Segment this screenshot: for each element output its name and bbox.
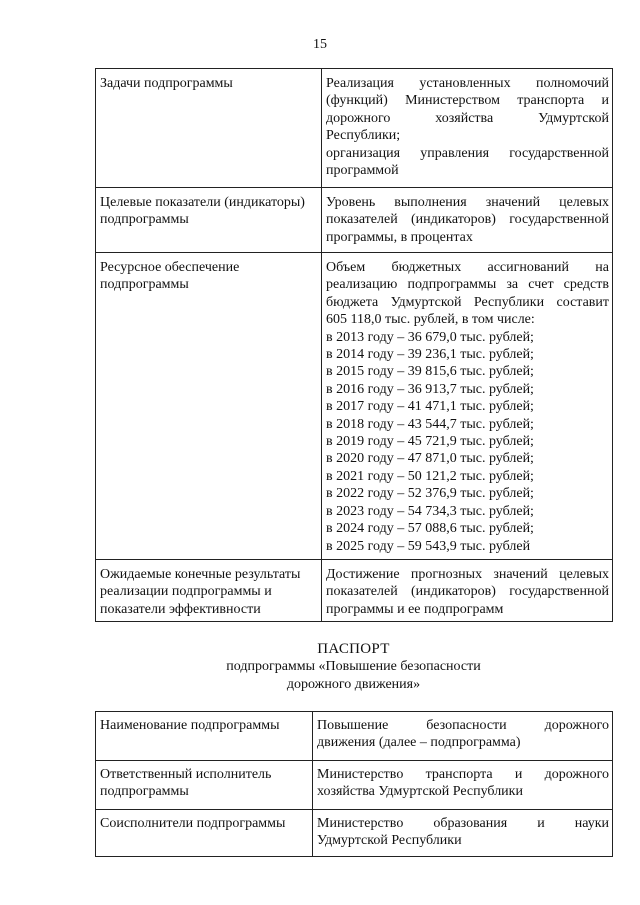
subprogram-passport-table-continued xyxy=(95,68,613,622)
row-label xyxy=(96,712,313,761)
funding-year-line: в 2017 году – 41 471,1 тыс. рублей; xyxy=(326,399,534,415)
funding-year-line: в 2014 году – 39 236,1 тыс. рублей; xyxy=(326,347,534,363)
text-line: Достижение прогнозных значений целевых xyxy=(326,567,609,582)
text-line: программы и ее подпрограмм xyxy=(326,601,504,617)
text-line: дорожного хозяйства Удмуртской xyxy=(326,110,609,126)
row-value xyxy=(313,810,613,857)
row-value xyxy=(322,253,613,560)
funding-year-line: в 2020 году – 47 871,0 тыс. рублей; xyxy=(326,451,534,467)
text-line: показателей (индикаторов) государственной xyxy=(326,212,609,228)
text-line: Удмуртской Республики xyxy=(317,833,462,849)
text-line: Министерство транспорта и дорожного xyxy=(317,767,609,782)
text-line: реализации подпрограммы и xyxy=(100,584,272,600)
table-row xyxy=(96,810,613,857)
text-line: подпрограммы xyxy=(100,277,189,293)
text-line: хозяйства Удмуртской Республики xyxy=(317,784,523,800)
row-value xyxy=(322,188,613,253)
table-row xyxy=(96,188,613,253)
text-line: показателей (индикаторов) государственной xyxy=(326,584,609,600)
passport-title: ПАСПОРТ xyxy=(317,641,390,657)
text-line: программой xyxy=(326,163,399,179)
page-number: 15 xyxy=(313,37,327,52)
text-line: Министерство образования и науки xyxy=(317,816,609,831)
table-row xyxy=(96,69,613,188)
road-safety-passport-table xyxy=(95,711,613,857)
row-label xyxy=(96,253,322,560)
funding-year-line: в 2023 году – 54 734,3 тыс. рублей; xyxy=(326,503,534,519)
funding-year-line: в 2025 году – 59 543,9 тыс. рублей xyxy=(326,538,531,554)
text-line: Целевые показатели (индикаторы) xyxy=(100,195,305,210)
text-line: программы, в процентах xyxy=(326,229,473,245)
text-line: подпрограммы xyxy=(100,784,189,800)
passport-subtitle-line: подпрограммы «Повышение безопасности xyxy=(226,659,481,674)
row-label xyxy=(96,810,313,857)
row-label xyxy=(96,761,313,810)
row-value xyxy=(313,712,613,761)
row-value xyxy=(313,761,613,810)
table-row xyxy=(96,712,613,761)
row-label xyxy=(96,188,322,253)
text-line: Задачи подпрограммы xyxy=(100,76,233,91)
table-row xyxy=(96,253,613,560)
passport-subtitle-line: дорожного движения» xyxy=(286,676,421,692)
text-line: 605 118,0 тыс. рублей, в том числе: xyxy=(326,312,535,328)
funding-year-line: в 2022 году – 52 376,9 тыс. рублей; xyxy=(326,486,534,502)
row-value xyxy=(322,560,613,622)
table-row xyxy=(96,761,613,810)
row-value xyxy=(322,69,613,188)
text-line: (функций) Министерством транспорта и xyxy=(326,93,609,109)
text-line: Ожидаемые конечные результаты xyxy=(100,567,301,582)
text-line: Республики; xyxy=(326,128,401,144)
text-line: реализацию подпрограммы за счет средств xyxy=(326,277,609,293)
funding-year-line: в 2021 году – 50 121,2 тыс. рублей; xyxy=(326,468,534,484)
text-line: организация управления государственной xyxy=(326,145,609,161)
table-row xyxy=(96,560,613,622)
funding-year-line: в 2015 году – 39 815,6 тыс. рублей; xyxy=(326,364,534,380)
text-line: Ресурсное обеспечение xyxy=(100,260,240,275)
text-line: движения (далее – подпрограмма) xyxy=(317,735,521,751)
funding-year-line: в 2016 году – 36 913,7 тыс. рублей; xyxy=(326,381,534,397)
text-line: Объем бюджетных ассигнований на xyxy=(326,260,609,275)
row-label xyxy=(96,560,322,622)
text-line: Наименование подпрограммы xyxy=(100,718,280,733)
text-line: Уровень выполнения значений целевых xyxy=(326,195,609,210)
text-line: подпрограммы xyxy=(100,212,189,228)
funding-year-line: в 2018 году – 43 544,7 тыс. рублей; xyxy=(326,416,534,432)
text-line: показатели эффективности xyxy=(100,601,261,617)
text-line: бюджета Удмуртской Республики составит xyxy=(326,294,609,310)
text-line: Реализация установленных полномочий xyxy=(326,76,609,91)
funding-year-line: в 2013 году – 36 679,0 тыс. рублей; xyxy=(326,329,534,345)
funding-year-line: в 2019 году – 45 721,9 тыс. рублей; xyxy=(326,434,534,450)
funding-year-line: в 2024 году – 57 088,6 тыс. рублей; xyxy=(326,521,534,537)
row-label xyxy=(96,69,322,188)
text-line: Повышение безопасности дорожного xyxy=(317,718,609,733)
passport-heading xyxy=(95,640,612,693)
text-line: Соисполнители подпрограммы xyxy=(100,816,286,831)
text-line: Ответственный исполнитель xyxy=(100,767,272,782)
